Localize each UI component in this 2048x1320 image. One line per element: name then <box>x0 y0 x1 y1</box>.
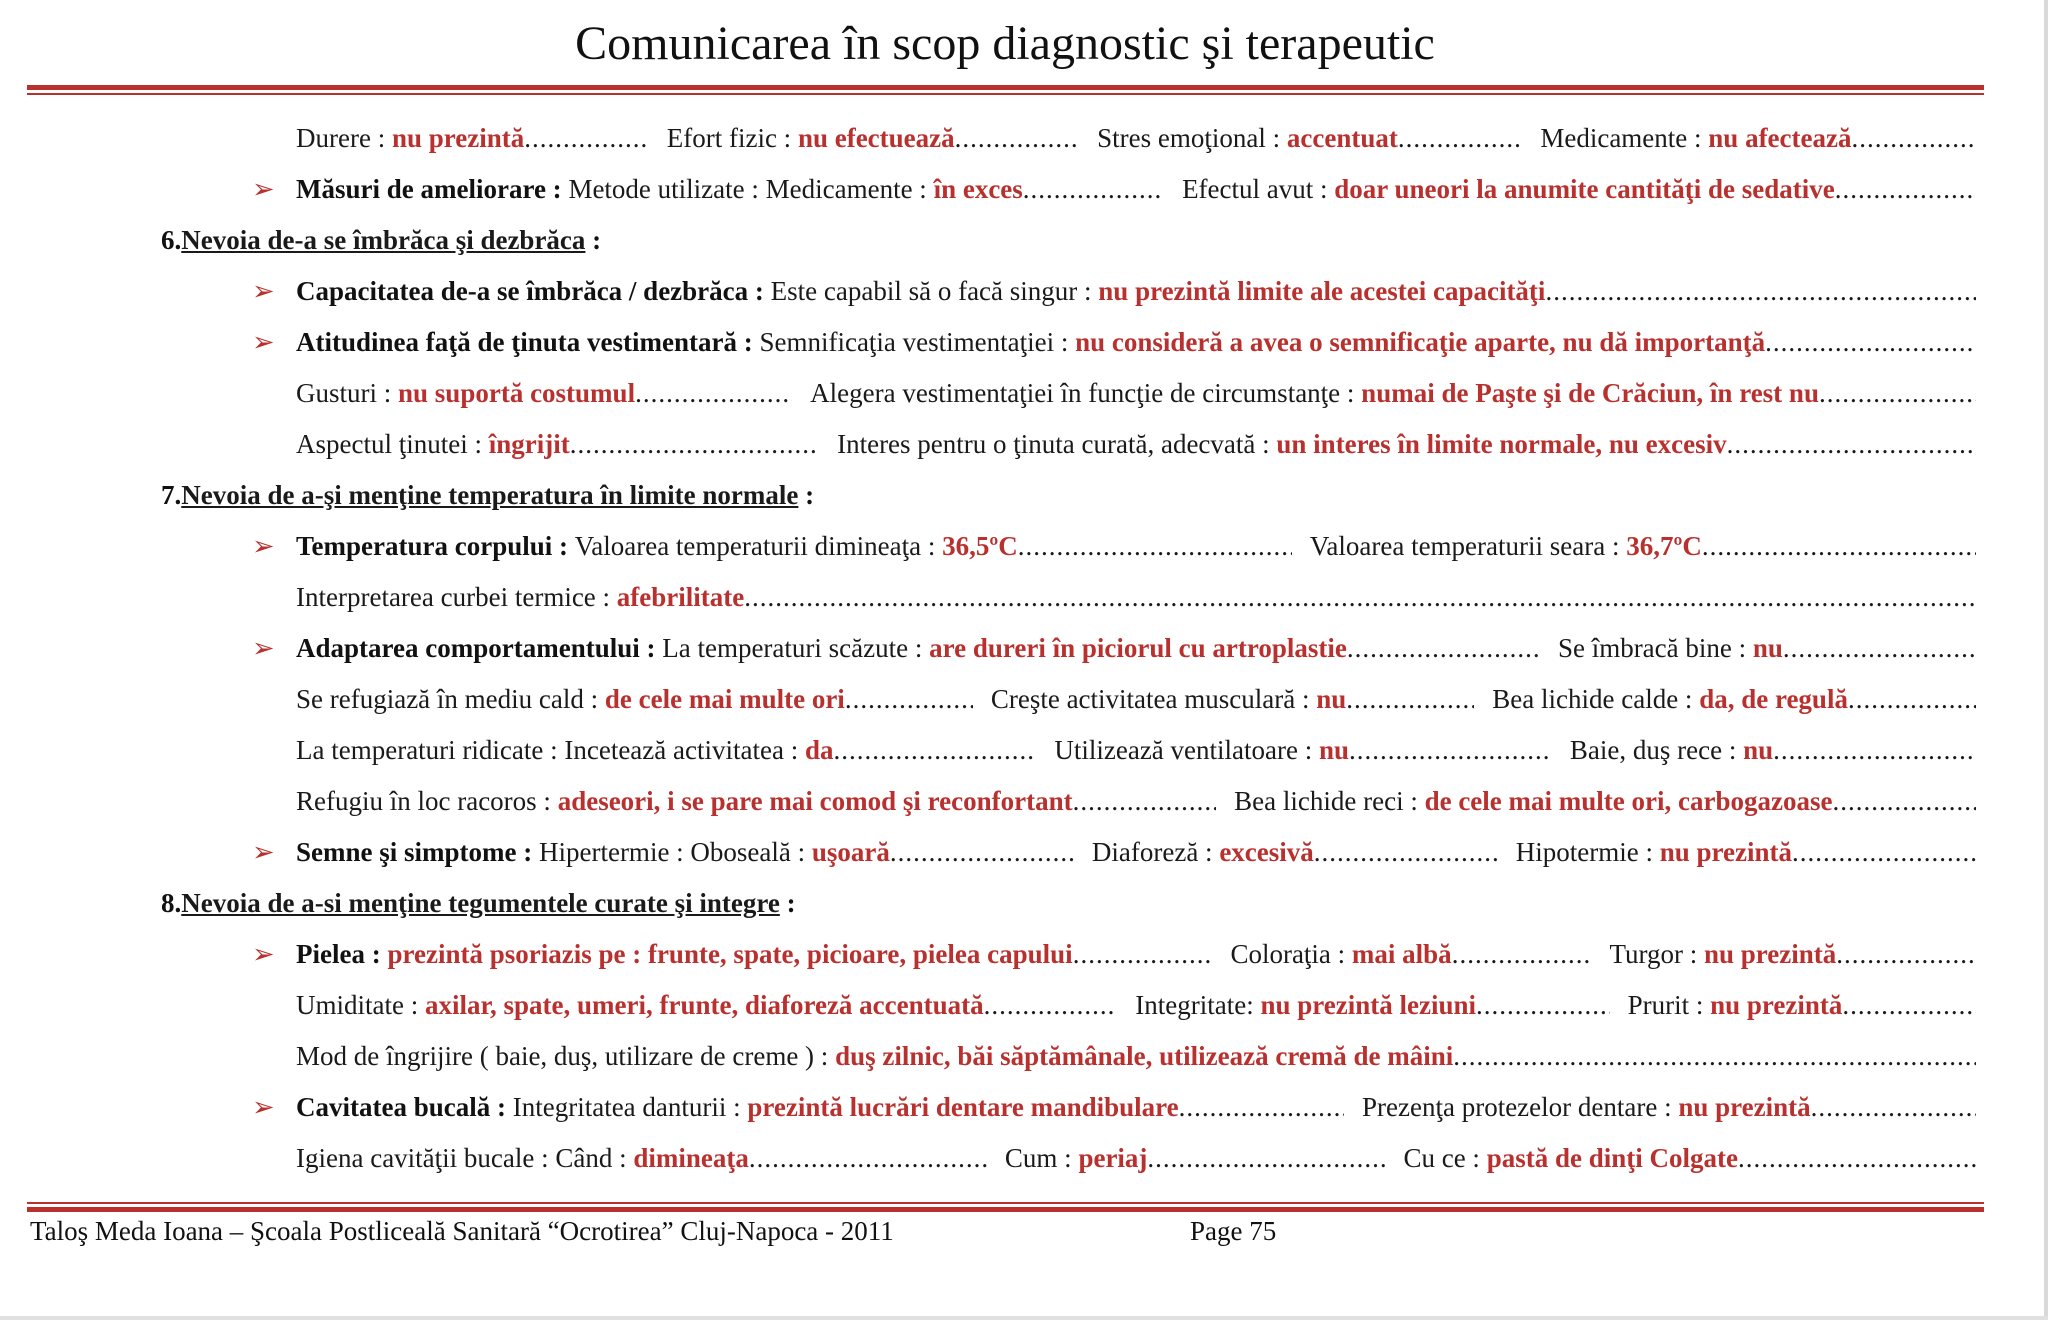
row-capacitatea: Capacitatea de-a se îmbrăca / dezbrăca : Este capabil să o facă singur : nu prezintă limite ale acestei capacităţi ..... <box>296 273 1976 309</box>
row-aspectul-tinutei: Aspectul ţinutei : îngrijit ..... Interes pentru o ţinuta curată, adecvată : un interes în limite normale, nu excesiv ..... <box>296 426 1976 462</box>
dot-leader <box>955 120 1080 156</box>
row-masuri-ameliorare: Măsuri de ameliorare : Metode utilizate : Medicamente : în exces ..... Efectul avut : doar uneori la anumite cantităţi de sedative ..... <box>296 171 1976 207</box>
footer-author: Taloş Meda Ioana – Şcoala Postliceală Sanitară “Ocrotirea” Cluj-Napoca - 2011 <box>30 1216 894 1246</box>
page-right-edge <box>2044 0 2048 1320</box>
dot-leader <box>845 681 973 717</box>
row-refugiu-cald: Se refugiază în mediu cald : de cele mai multe ori ..... Creşte activitatea musculară : nu ..... Bea lichide calde : da, de regulă ..... <box>296 681 1976 717</box>
dot-leader <box>1738 1140 1976 1176</box>
dot-leader <box>1147 1140 1385 1176</box>
dot-leader <box>1179 1089 1344 1125</box>
dot-leader <box>1836 936 1976 972</box>
dot-leader <box>1452 936 1592 972</box>
row-umiditate: Umiditate : axilar, spate, umeri, frunte, diaforeză accentuată ..... Integritate: nu prezintă leziuni ..... Prurit : nu prezintă ..... <box>296 987 1976 1023</box>
dot-leader <box>524 120 649 156</box>
dot-leader <box>1702 528 1976 564</box>
section-heading-7: 7. Nevoia de a-şi menţine temperatura în limite normale : <box>161 480 815 510</box>
dot-leader <box>1349 732 1552 768</box>
dot-leader <box>1314 834 1498 870</box>
dot-leader <box>1346 681 1474 717</box>
row-pielea: Pielea : prezintă psoriazis pe : frunte, spate, picioare, pielea capului ..... Coloraţia : mai albă ..... Turgor : nu prezintă ..... <box>296 936 1976 972</box>
bullet-icon: ➢ <box>252 174 275 204</box>
footer-rule-thick <box>27 1207 1984 1212</box>
row-mod-ingrijire: Mod de îngrijire ( baie, duş, utilizare de creme ) : duş zilnic, băi săptămânale, utilizează cremă de mâini ..... <box>296 1038 1976 1074</box>
dot-leader <box>1453 1038 1976 1074</box>
dot-leader <box>1347 630 1540 666</box>
bullet-icon: ➢ <box>252 939 275 969</box>
row-interpretarea: Interpretarea curbei termice : afebrilitate ..... <box>296 579 1976 615</box>
dot-leader <box>1398 120 1523 156</box>
page-title: Comunicarea în scop diagnostic şi terapeutic <box>575 17 1435 70</box>
dot-leader <box>984 987 1118 1023</box>
header-rule-thin <box>27 93 1984 95</box>
dot-leader <box>1832 783 1976 819</box>
dot-leader <box>1073 936 1213 972</box>
bullet-icon: ➢ <box>252 327 275 357</box>
section-heading-6: 6. Nevoia de-a se îmbrăca şi dezbrăca : <box>161 225 602 255</box>
row-cavitatea-bucala: Cavitatea bucală : Integritatea danturii : prezintă lucrări dentare mandibulare ..... Prezenţa protezelor dentare : nu prezintă ..... <box>296 1089 1976 1125</box>
dot-leader <box>1476 987 1610 1023</box>
dot-leader <box>1848 681 1976 717</box>
row-igiena: Igiena cavităţii bucale : Când : dimineaţa ..... Cum : periaj ..... Cu ce : pastă de dinţi Colgate ..... <box>296 1140 1976 1176</box>
dot-leader <box>1792 834 1976 870</box>
dot-leader <box>1842 987 1976 1023</box>
dot-leader <box>1851 120 1976 156</box>
bullet-icon: ➢ <box>252 276 275 306</box>
dot-leader <box>1835 171 1976 207</box>
bullet-icon: ➢ <box>252 633 275 663</box>
dot-leader <box>1783 630 1976 666</box>
dot-leader <box>635 375 792 411</box>
section-heading-8: 8. Nevoia de a-si menţine tegumentele curate şi integre : <box>161 888 796 918</box>
dot-leader <box>1073 783 1217 819</box>
dot-leader <box>890 834 1074 870</box>
dot-leader <box>570 426 819 462</box>
footer-rule-thin <box>27 1202 1984 1204</box>
dot-leader <box>1773 732 1976 768</box>
dot-leader <box>833 732 1036 768</box>
row-semne-simptome: Semne şi simptome : Hipertermie : Oboseală : uşoară ..... Diaforeză : excesivă ..... Hipotermie : nu prezintă ..... <box>296 834 1976 870</box>
page-bottom-edge <box>0 1316 2048 1320</box>
dot-leader <box>1819 375 1976 411</box>
bullet-icon: ➢ <box>252 837 275 867</box>
dot-leader <box>1727 426 1976 462</box>
row-durere: Durere : nu prezintă ..... Efort fizic : nu efectuează ..... Stres emoţional : accentuat ..... Medicamente : nu afectează ..... <box>296 120 1976 156</box>
row-refugiu-racoros: Refugiu în loc racoros : adeseori, i se pare mai comod şi reconfortant ..... Bea lichide reci : de cele mai multe ori, carbogazoase ..... <box>296 783 1976 819</box>
dot-leader <box>1811 1089 1976 1125</box>
bullet-icon: ➢ <box>252 1092 275 1122</box>
row-gusturi: Gusturi : nu suportă costumul ..... Alegera vestimentaţiei în funcţie de circumstanţe : numai de Paşte şi de Crăciun, în rest nu ..... <box>296 375 1976 411</box>
header-rule-thick <box>27 85 1984 90</box>
row-atitudinea: Atitudinea faţă de ţinuta vestimentară : Semnificaţia vestimentaţiei : nu consideră a avea o semnificaţie aparte, nu dă importanţă ..... <box>296 324 1976 360</box>
footer-page-number: Page 75 <box>1190 1216 1277 1246</box>
dot-leader <box>1765 324 1976 360</box>
dot-leader <box>744 579 1976 615</box>
row-temperaturi-ridicate: La temperaturi ridicate : Incetează activitatea : da ..... Utilizează ventilatoare : nu ..... Baie, duş rece : nu ..... <box>296 732 1976 768</box>
dot-leader <box>749 1140 987 1176</box>
dot-leader <box>1018 528 1292 564</box>
row-adaptarea: Adaptarea comportamentului : La temperaturi scăzute : are dureri în piciorul cu artroplastie ..... Se îmbracă bine : nu ..... <box>296 630 1976 666</box>
dot-leader <box>1023 171 1164 207</box>
dot-leader <box>1545 273 1976 309</box>
bullet-icon: ➢ <box>252 531 275 561</box>
row-temperatura-corpului: Temperatura corpului : Valoarea temperaturii dimineaţa : 36,5ºC ..... Valoarea temperaturii seara : 36,7ºC ..... <box>296 528 1976 564</box>
